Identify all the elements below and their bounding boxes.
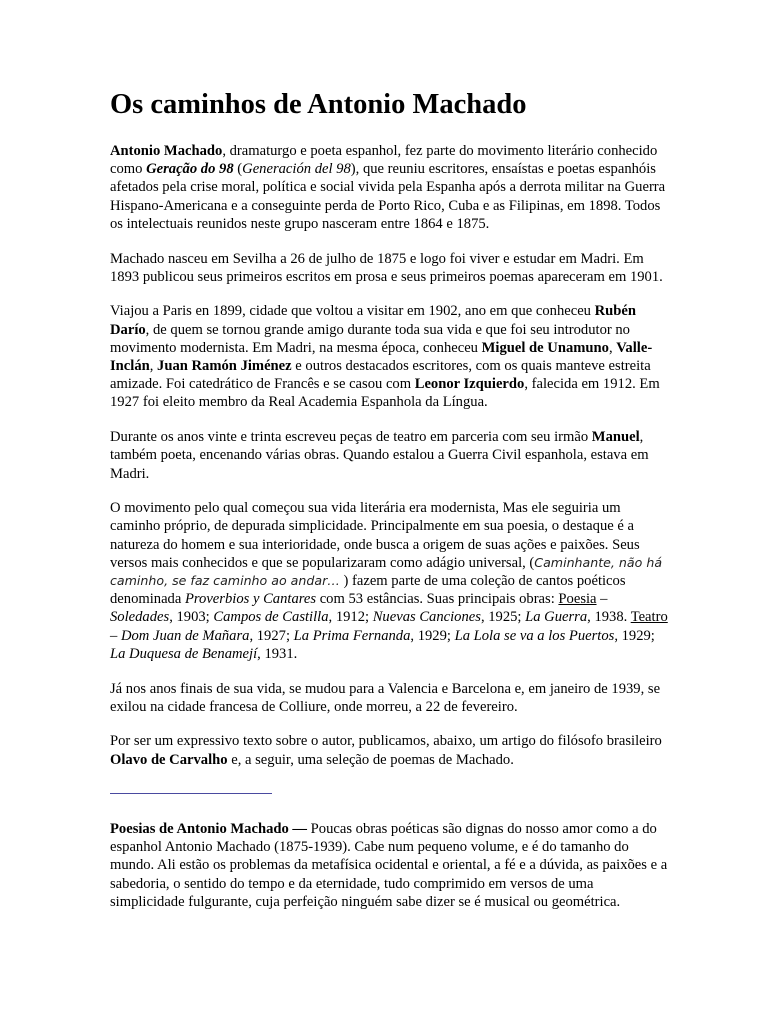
- paragraph-theatre: Durante os anos vinte e trinta escreveu peças de teatro em parceria com seu irmão Manuel, também poeta, encenando várias obras. Quando estalou a Guerra Civil espanhola, estava em Madri.: [110, 429, 649, 482]
- paragraph-paris: Viajou a Paris en 1899, cidade que voltou a visitar em 1902, ano em que conheceu Rubén Darío, de quem se tornou grande amigo durante toda sua vida e que foi seu introdutor no movimento modernista. Em Madri, na mesma época, conheceu Miguel de Unamuno, Valle-Inclán, Juan Ramón Jiménez e outros destacados escritores, com os quais manteve estreita amizade. Foi catedrático de Francês e se casou com Leonor Izquierdo, falecida em 1912. Em 1927 foi eleito membro da Real Academia Espanhola da Língua.: [110, 303, 660, 411]
- separator-line: [110, 793, 272, 794]
- bold-italic-text: Geração do 98: [146, 161, 234, 178]
- paragraph-birth: Machado nasceu em Sevilha a 26 de julho de 1875 e logo foi viver e estudar em Madri. Em 1893 publicou seus primeiros escritos em prosa e seus primeiros poemas apareceram em 1901.: [110, 250, 663, 285]
- paragraph-exile: Já nos anos finais de sua vida, se mudou para a Valencia e Barcelona e, em janeiro de 1939, se exilou na cidade francesa de Colliure, onde morreu, a 22 de fevereiro.: [110, 680, 661, 715]
- paragraph-poesias: Poesias de Antonio Machado — Poucas obras poéticas são dignas do nosso amor como a do espanhol Antonio Machado (1875-1939). Cabe num pequeno volume, e é do tamanho do mundo. Ali estão os problemas da metafísica ocidental e oriental, a fé e a dúvida, as paixões e a sabedoria, o sentido do tempo e da eternidade, tudo comprimido em versos de uma simplicidade fulgurante, cuja perfeição ninguém sabe dizer se é musical ou geométrica.: [110, 820, 668, 910]
- paragraph-intro: Antonio Machado, dramaturgo e poeta espanhol, fez parte do movimento literário conhecido como Geração do 98 (Generación del 98), que reuniu escritores, ensaístas e poetas espanhóis afetados pela crise moral, política e social vivida pela Espanha após a derrota militar na Guerra Hispano-Americana e a conseguinte perda de Porto Rico, Cuba e as Filipinas, em 1898. Todos os intelectuais reunidos neste grupo nasceram entre 1864 e 1875.: [110, 143, 666, 232]
- bold-text: Antonio Machado: [110, 143, 223, 159]
- paragraph-works: O movimento pelo qual começou sua vida literária era modernista, Mas ele seguiria um caminho próprio, de depurada simplicidade. Principalmente em sua poesia, o destaque é a natureza do homem e sua interioridade, onde busca a origem de suas ações e paixões. Seus versos mais conhecidos e que se popularizaram como adágio universal, (Caminhante, não há caminho, se faz caminho ao andar… ) fazem parte de uma coleção de cantos poéticos denominada Proverbios y Cantares com 53 estâncias. Suas principais obras: Poesia – Soledades, 1903; Campos de Castilla, 1912; Nuevas Canciones, 1925; La Guerra, 1938. Teatro – Dom Juan de Mañara, 1927; La Prima Fernanda, 1929; La Lola se va a los Puertos, 1929; La Duquesa de Benamejí, 1931.: [110, 500, 668, 662]
- document-page: [110, 88, 670, 927]
- link-poesia[interactable]: Poesia: [558, 591, 597, 608]
- page-title: Os caminhos de Antonio Machado: [110, 89, 527, 120]
- quote-text: Caminhante, não há caminho, se faz caminho ao andar…: [110, 554, 663, 589]
- paragraph-article-intro: Por ser um expressivo texto sobre o autor, publicamos, abaixo, um artigo do filósofo brasileiro Olavo de Carvalho e, a seguir, uma seleção de poemas de Machado.: [110, 733, 662, 768]
- italic-text: Generación del 98: [242, 161, 351, 178]
- link-teatro[interactable]: Teatro: [630, 609, 668, 626]
